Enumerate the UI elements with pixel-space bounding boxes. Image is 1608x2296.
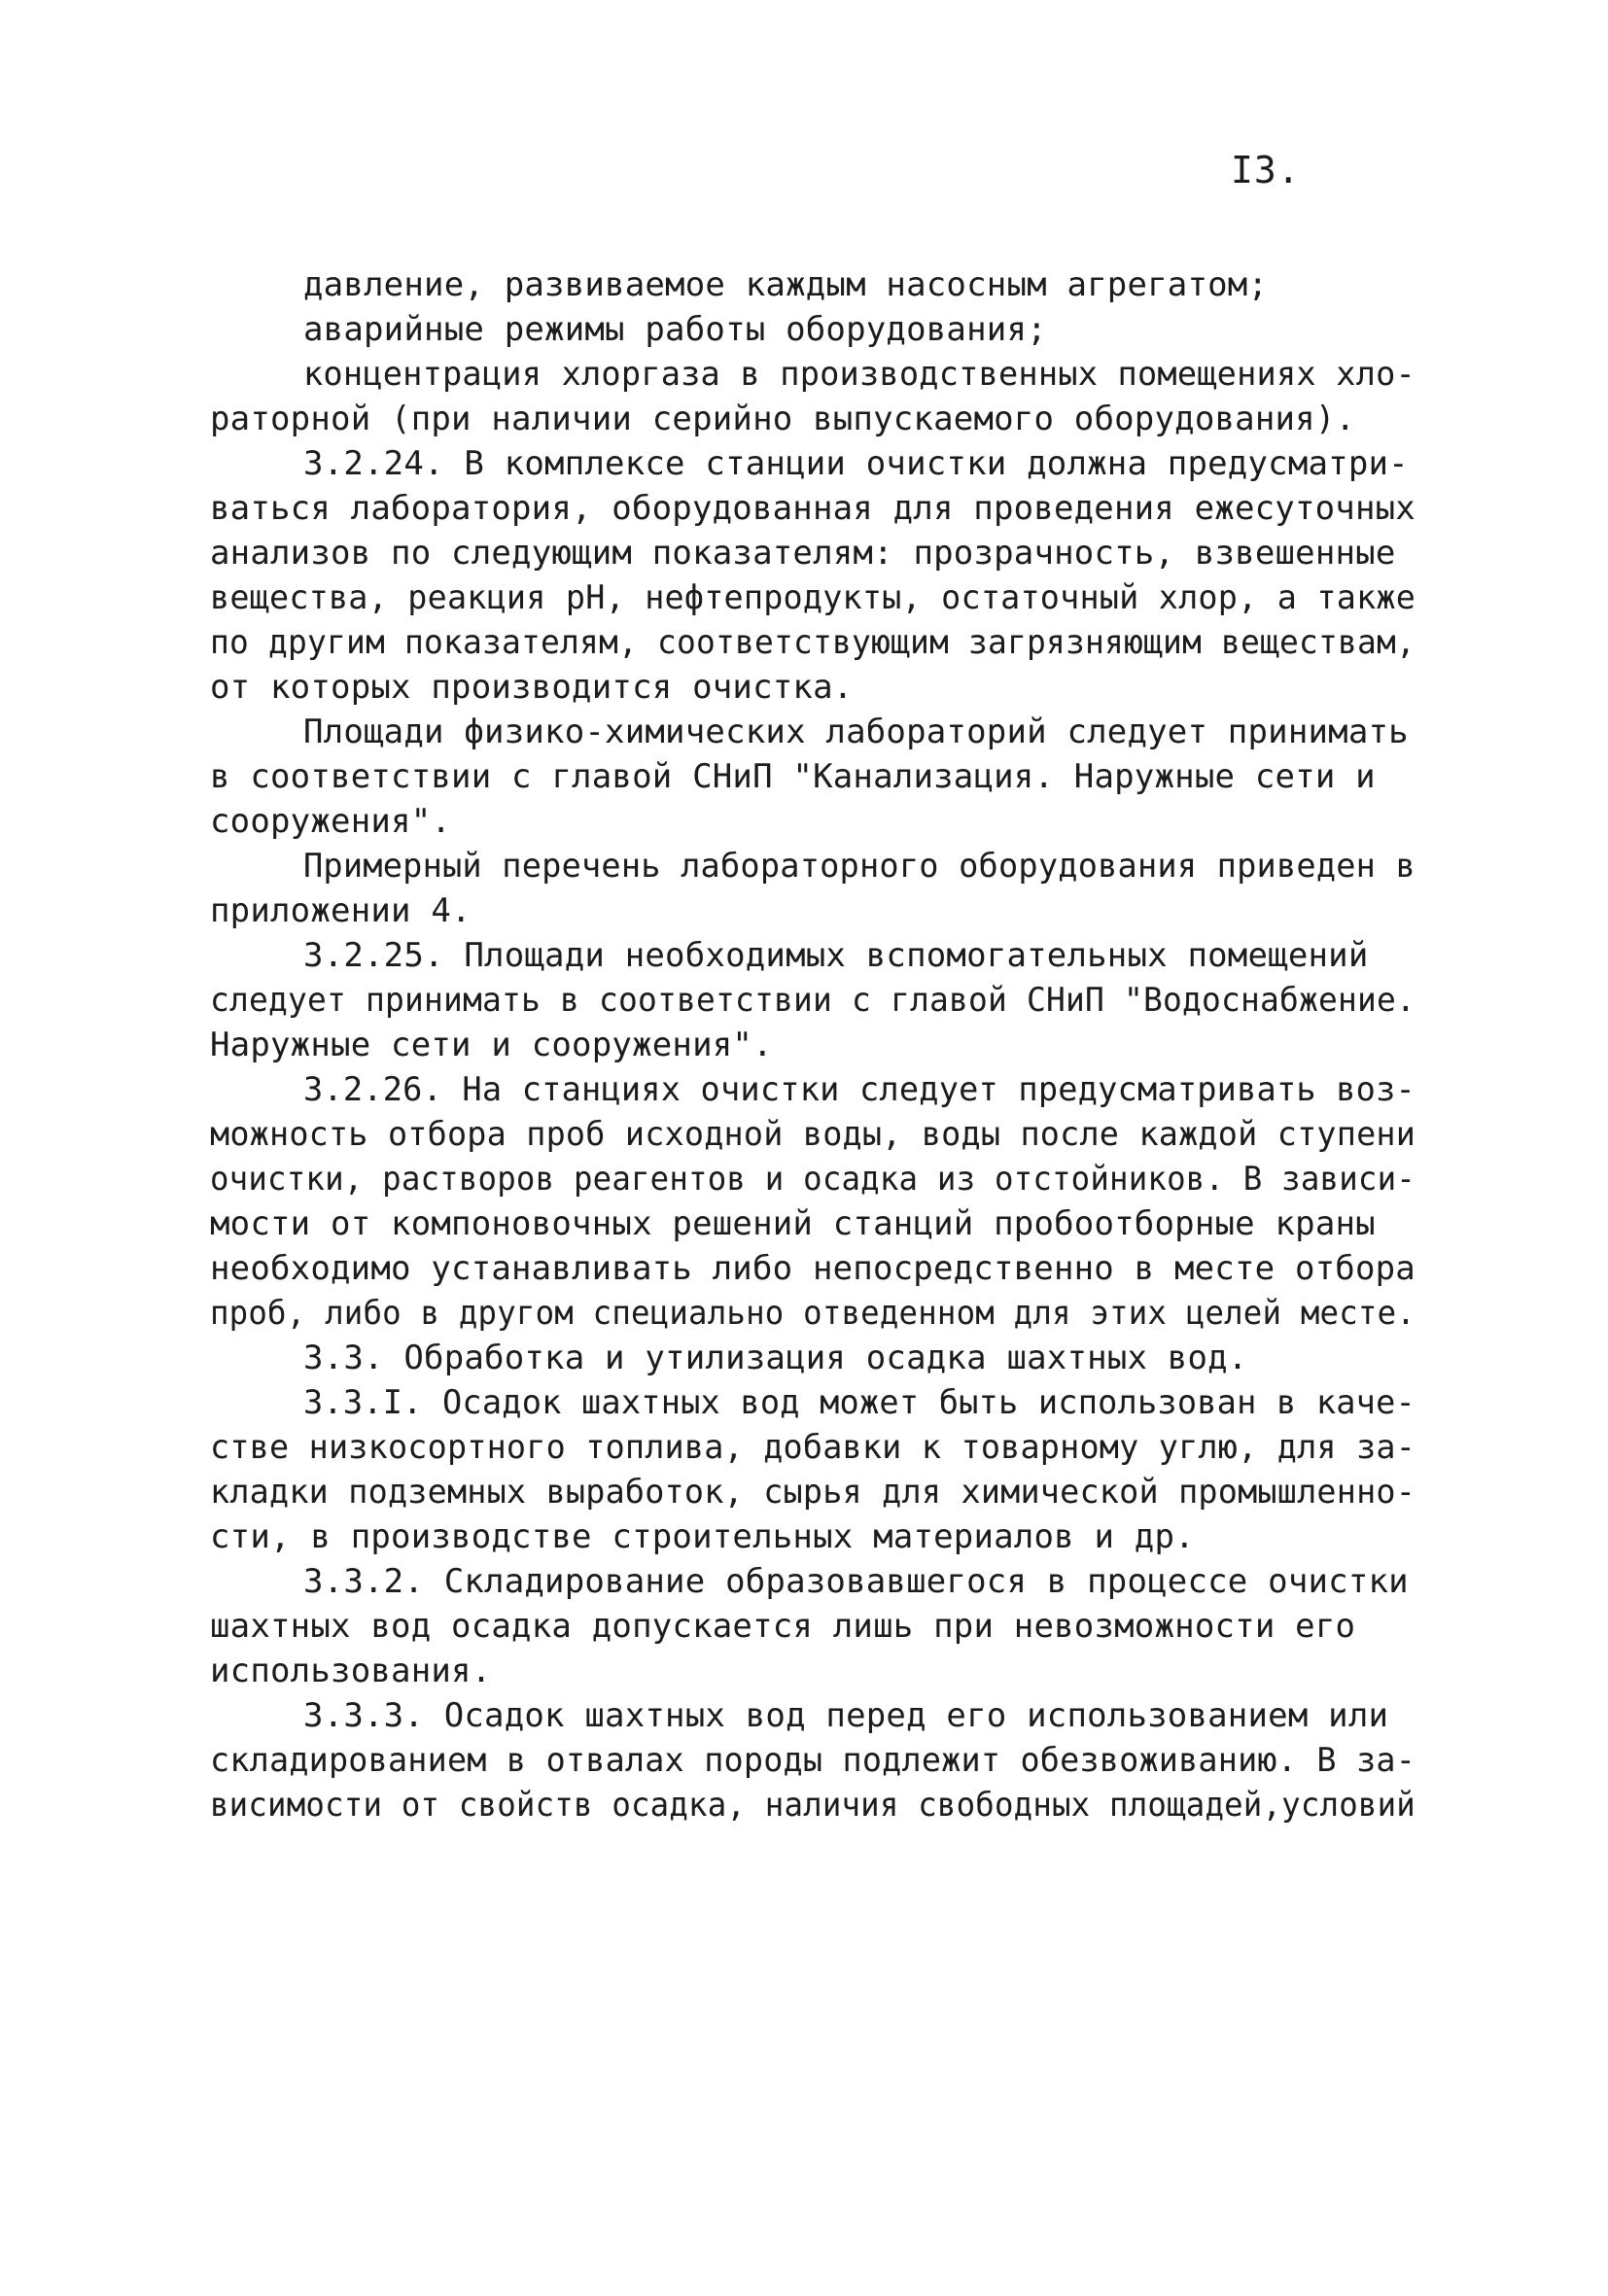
text-line: необходимо устанавливать либо непосредственно в месте отбора <box>210 1249 1416 1288</box>
text-line: 3.3.2. Складирование образовавшегося в процессе очистки <box>303 1562 1409 1601</box>
text-line: можность отбора проб исходной воды, воды после каждой ступени <box>210 1115 1416 1154</box>
text-line: аварийные режимы работы оборудования; <box>303 310 1047 349</box>
text-line: 3.2.26. На станциях очистки следует предусматривать воз- <box>303 1070 1416 1109</box>
text-line: сооружения". <box>210 802 452 841</box>
text-line: 3.2.25. Площади необходимых вспомогательных помещений <box>303 936 1369 975</box>
text-line: очистки, растворов реагентов и осадка из отстойников. В зависи- <box>210 1160 1416 1199</box>
text-line: приложении 4. <box>210 891 472 930</box>
text-line: ваться лаборатория, оборудованная для проведения ежесуточных <box>210 489 1416 528</box>
text-line: раторной (при наличии серийно выпускаемого оборудования). <box>210 400 1356 438</box>
text-line: 3.3. Обработка и утилизация осадка шахтных вод. <box>303 1339 1248 1377</box>
text-line: Наружные сети и сооружения". <box>210 1026 773 1064</box>
text-line: Площади физико-химических лабораторий следует принимать <box>303 713 1409 751</box>
text-line: давление, развиваемое каждым насосным агрегатом; <box>303 265 1269 304</box>
text-line: по другим показателям, соответствующим загрязняющим веществам, <box>210 623 1416 662</box>
text-line: концентрация хлоргаза в производственных помещениях хло- <box>303 355 1416 394</box>
text-line: складированием в отвалах породы подлежит обезвоживанию. В за- <box>210 1741 1416 1780</box>
text-line: кладки подземных выработок, сырья для химической промышленно- <box>210 1473 1416 1512</box>
text-line: вещества, реакция pH, нефтепродукты, остаточный хлор, а также <box>210 578 1416 617</box>
text-line: в соответствии с главой СНиП "Канализация. Наружные сети и <box>210 757 1376 796</box>
text-line: мости от компоновочных решений станций пробоотборные краны <box>210 1204 1376 1243</box>
text-line: от которых производится очистка. <box>210 668 854 707</box>
text-line: использования. <box>210 1652 492 1690</box>
text-line: висимости от свойств осадка, наличия свободных площадей,условий <box>210 1786 1416 1825</box>
text-line: 3.3.I. Осадок шахтных вод может быть использован в каче- <box>303 1383 1416 1422</box>
text-line: 3.2.24. В комплексе станции очистки должна предусматри- <box>303 444 1409 483</box>
text-line: следует принимать в соответствии с главой СНиП "Водоснабжение. <box>210 981 1416 1020</box>
text-line: проб, либо в другом специально отведенном для этих целей месте. <box>210 1294 1416 1333</box>
text-line: 3.3.3. Осадок шахтных вод перед его использованием или <box>303 1696 1389 1735</box>
text-line: стве низкосортного топлива, добавки к товарному углю, для за- <box>210 1428 1416 1467</box>
document-body <box>210 262 1416 1827</box>
text-line: сти, в производстве строительных материалов и др. <box>210 1517 1195 1556</box>
text-line: Примерный перечень лабораторного оборудования приведен в <box>303 847 1416 886</box>
page-number: I3. <box>1231 149 1301 191</box>
text-line: анализов по следующим показателям: прозрачность, взвешенные <box>210 534 1396 573</box>
text-line: шахтных вод осадка допускается лишь при невозможности его <box>210 1607 1356 1646</box>
